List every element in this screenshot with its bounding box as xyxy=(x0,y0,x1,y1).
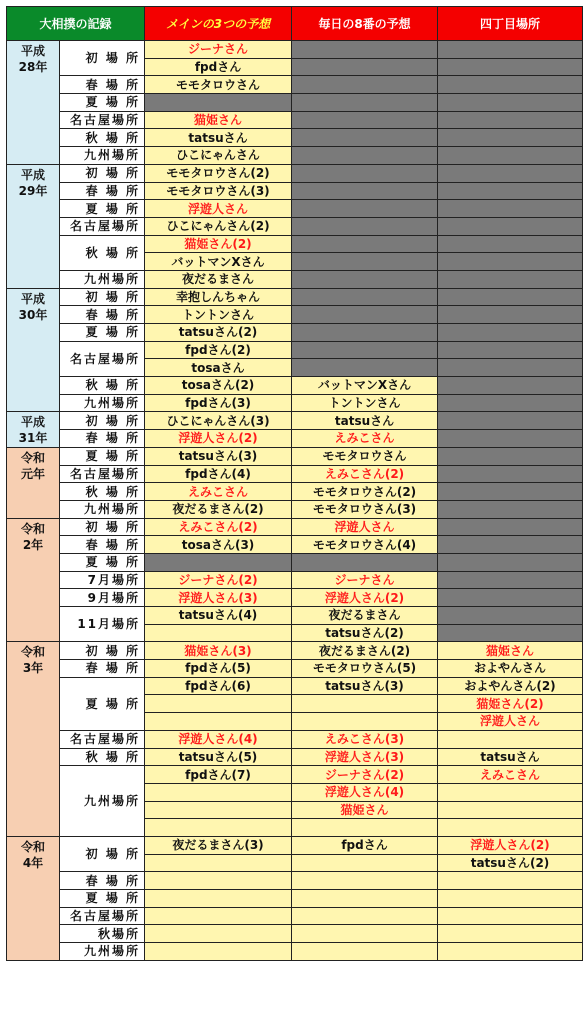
empty-gray-cell xyxy=(438,111,583,129)
venue-cell: 初 場 所 xyxy=(60,41,145,76)
empty-gray-cell xyxy=(438,465,583,483)
yonchome-cell: 浮遊人さん(2) xyxy=(438,836,583,854)
empty-gray-cell xyxy=(292,111,438,129)
table-row xyxy=(7,766,583,784)
daily-prediction-cell: 浮遊人さん xyxy=(292,518,438,536)
empty-gray-cell xyxy=(292,182,438,200)
venue-cell: 夏 場 所 xyxy=(60,94,145,112)
empty-gray-cell xyxy=(438,500,583,518)
table-row xyxy=(7,129,583,147)
daily-prediction-cell: tatsuさん xyxy=(292,412,438,430)
main-prediction-cell: ジーナさん(2) xyxy=(145,571,292,589)
main-prediction-cell: fpdさん(2) xyxy=(145,341,292,359)
venue-cell: 春 場 所 xyxy=(60,76,145,94)
era-name: 平成 xyxy=(20,44,45,58)
era-year: 28年 xyxy=(18,60,48,74)
main-prediction-cell: tatsuさん(4) xyxy=(145,607,292,625)
yonchome-cell xyxy=(438,801,583,819)
venue-cell: 9月場所 xyxy=(60,589,145,607)
main-prediction-cell: 浮遊人さん(4) xyxy=(145,730,292,748)
venue-cell: 春 場 所 xyxy=(60,430,145,448)
venue-cell: 春 場 所 xyxy=(60,182,145,200)
empty-gray-cell xyxy=(438,483,583,501)
table-row xyxy=(7,907,583,925)
daily-prediction-cell: モモタロウさん(2) xyxy=(292,483,438,501)
era-year: 30年 xyxy=(18,307,48,322)
yonchome-cell: およやんさん(2) xyxy=(438,677,583,695)
main-prediction-cell: tosaさん(2) xyxy=(145,377,292,395)
era-year: 2年 xyxy=(22,537,44,552)
empty-gray-cell xyxy=(438,447,583,465)
main-prediction-cell: tatsuさん(3) xyxy=(145,447,292,465)
empty-gray-cell xyxy=(438,377,583,395)
yonchome-cell xyxy=(438,943,583,961)
table-row xyxy=(7,111,583,129)
table-row xyxy=(7,412,583,430)
daily-prediction-cell: モモタロウさん xyxy=(292,447,438,465)
table-row xyxy=(7,324,583,342)
daily-prediction-cell xyxy=(292,872,438,890)
yonchome-cell xyxy=(438,872,583,890)
table-row xyxy=(7,164,583,182)
era-year: 4年 xyxy=(22,855,44,870)
era-name: 令和 xyxy=(20,450,45,465)
table-row xyxy=(7,288,583,306)
empty-gray-cell xyxy=(438,147,583,165)
venue-cell: 九州場所 xyxy=(60,394,145,412)
daily-prediction-cell xyxy=(292,819,438,837)
table-row xyxy=(7,589,583,607)
empty-gray-cell xyxy=(292,270,438,288)
main-prediction-cell xyxy=(145,713,292,731)
main-prediction-cell xyxy=(145,943,292,961)
empty-gray-cell xyxy=(438,359,583,377)
empty-gray-cell xyxy=(438,607,583,625)
yonchome-cell xyxy=(438,925,583,943)
venue-cell: 秋 場 所 xyxy=(60,483,145,501)
table-row xyxy=(7,836,583,854)
main-prediction-cell: モモタロウさん xyxy=(145,76,292,94)
table-row xyxy=(7,943,583,961)
main-prediction-cell: 夜だるまさん(2) xyxy=(145,500,292,518)
table-row xyxy=(7,270,583,288)
table-row xyxy=(7,872,583,890)
empty-gray-cell xyxy=(292,94,438,112)
main-prediction-cell: 夜だるまさん(3) xyxy=(145,836,292,854)
venue-cell: 九州場所 xyxy=(60,147,145,165)
empty-gray-cell xyxy=(292,288,438,306)
daily-prediction-cell xyxy=(292,713,438,731)
yonchome-cell: 浮遊人さん xyxy=(438,713,583,731)
table-row xyxy=(7,430,583,448)
main-prediction-cell: tosaさん(3) xyxy=(145,536,292,554)
main-prediction-cell xyxy=(145,783,292,801)
daily-prediction-cell xyxy=(292,890,438,908)
table-row xyxy=(7,200,583,218)
empty-gray-cell xyxy=(292,147,438,165)
table-row xyxy=(7,76,583,94)
era-name: 平成 xyxy=(20,167,45,182)
sumo-record-table xyxy=(6,6,583,961)
main-prediction-cell: 浮遊人さん xyxy=(145,200,292,218)
main-prediction-cell: 猫姫さん xyxy=(145,111,292,129)
main-prediction-cell: 猫姫さん(3) xyxy=(145,642,292,660)
era-cell xyxy=(7,288,60,412)
main-prediction-cell: tosaさん xyxy=(145,359,292,377)
main-prediction-cell: バットマンXさん xyxy=(145,253,292,271)
table-row xyxy=(7,660,583,678)
era-cell xyxy=(7,642,60,837)
daily-prediction-cell: ジーナさん(2) xyxy=(292,766,438,784)
main-prediction-cell: 猫姫さん(2) xyxy=(145,235,292,253)
main-prediction-cell: fpdさん(4) xyxy=(145,465,292,483)
empty-gray-cell xyxy=(438,270,583,288)
main-prediction-cell: fpdさん(7) xyxy=(145,766,292,784)
table-row xyxy=(7,677,583,695)
daily-prediction-cell xyxy=(292,695,438,713)
yonchome-cell: 猫姫さん(2) xyxy=(438,695,583,713)
venue-cell: 九州場所 xyxy=(60,270,145,288)
main-prediction-cell: tatsuさん xyxy=(145,129,292,147)
era-name: 令和 xyxy=(20,645,45,660)
venue-cell: 初 場 所 xyxy=(60,642,145,660)
table-row xyxy=(7,748,583,766)
venue-cell: 初 場 所 xyxy=(60,836,145,871)
daily-prediction-cell: fpdさん xyxy=(292,836,438,854)
empty-gray-cell xyxy=(438,253,583,271)
daily-prediction-cell: モモタロウさん(5) xyxy=(292,660,438,678)
table-row xyxy=(7,607,583,625)
era-cell xyxy=(7,836,60,960)
daily-prediction-cell xyxy=(292,907,438,925)
table-row xyxy=(7,341,583,359)
main-prediction-cell: ひこにゃんさん xyxy=(145,147,292,165)
table-row xyxy=(7,94,583,112)
venue-cell: 初 場 所 xyxy=(60,518,145,536)
empty-gray-cell xyxy=(292,76,438,94)
empty-gray-cell xyxy=(438,624,583,642)
empty-gray-cell xyxy=(438,288,583,306)
venue-cell: 九州場所 xyxy=(60,943,145,961)
table-row xyxy=(7,483,583,501)
table-row xyxy=(7,925,583,943)
table-row xyxy=(7,553,583,571)
venue-cell: 夏 場 所 xyxy=(60,324,145,342)
main-prediction-cell: 浮遊人さん(2) xyxy=(145,430,292,448)
daily-prediction-cell: 夜だるまさん(2) xyxy=(292,642,438,660)
venue-cell: 春 場 所 xyxy=(60,872,145,890)
main-prediction-cell: ジーナさん xyxy=(145,41,292,59)
table-row xyxy=(7,465,583,483)
venue-cell: 11月場所 xyxy=(60,607,145,642)
main-prediction-cell xyxy=(145,819,292,837)
main-prediction-cell: 夜だるまさん xyxy=(145,270,292,288)
venue-cell: 九州場所 xyxy=(60,500,145,518)
daily-prediction-cell: tatsuさん(3) xyxy=(292,677,438,695)
main-prediction-cell xyxy=(145,890,292,908)
main-prediction-cell: tatsuさん(5) xyxy=(145,748,292,766)
era-name: 平成 xyxy=(20,291,45,306)
main-prediction-cell xyxy=(145,907,292,925)
table-row xyxy=(7,571,583,589)
empty-gray-cell xyxy=(438,200,583,218)
venue-cell: 九州場所 xyxy=(60,766,145,837)
table-row xyxy=(7,447,583,465)
venue-cell: 初 場 所 xyxy=(60,164,145,182)
table-row xyxy=(7,41,583,59)
daily-prediction-cell: 浮遊人さん(3) xyxy=(292,748,438,766)
empty-gray-cell xyxy=(145,553,292,571)
main-prediction-cell: ひこにゃんさん(2) xyxy=(145,217,292,235)
empty-gray-cell xyxy=(292,217,438,235)
table-row xyxy=(7,235,583,253)
venue-cell: 夏 場 所 xyxy=(60,553,145,571)
empty-gray-cell xyxy=(438,394,583,412)
table-row xyxy=(7,730,583,748)
venue-cell: 名古屋場所 xyxy=(60,341,145,376)
era-name: 令和 xyxy=(20,521,45,536)
venue-cell: 夏 場 所 xyxy=(60,677,145,730)
empty-gray-cell xyxy=(438,217,583,235)
venue-cell: 秋場所 xyxy=(60,925,145,943)
empty-gray-cell xyxy=(292,164,438,182)
daily-prediction-cell: モモタロウさん(4) xyxy=(292,536,438,554)
daily-prediction-cell: えみこさん(2) xyxy=(292,465,438,483)
empty-gray-cell xyxy=(438,518,583,536)
main-prediction-cell: fpdさん(5) xyxy=(145,660,292,678)
table-row xyxy=(7,306,583,324)
empty-gray-cell xyxy=(292,129,438,147)
main-prediction-cell: トントンさん xyxy=(145,306,292,324)
main-prediction-cell xyxy=(145,695,292,713)
era-cell xyxy=(7,412,60,447)
main-prediction-cell: tatsuさん(2) xyxy=(145,324,292,342)
table-row xyxy=(7,182,583,200)
header-main-three: メインの3つの予想 xyxy=(145,7,292,41)
main-prediction-cell: モモタロウさん(2) xyxy=(145,164,292,182)
empty-gray-cell xyxy=(438,41,583,59)
empty-gray-cell xyxy=(292,58,438,76)
main-prediction-cell: fpdさん xyxy=(145,58,292,76)
daily-prediction-cell: 浮遊人さん(2) xyxy=(292,589,438,607)
table-row xyxy=(7,217,583,235)
empty-gray-cell xyxy=(292,306,438,324)
empty-gray-cell xyxy=(292,553,438,571)
daily-prediction-cell xyxy=(292,854,438,872)
era-year: 29年 xyxy=(18,183,48,198)
yonchome-cell xyxy=(438,907,583,925)
daily-prediction-cell: tatsuさん(2) xyxy=(292,624,438,642)
empty-gray-cell xyxy=(438,76,583,94)
yonchome-cell: およやんさん xyxy=(438,660,583,678)
venue-cell: 夏 場 所 xyxy=(60,890,145,908)
empty-gray-cell xyxy=(438,129,583,147)
empty-gray-cell xyxy=(438,553,583,571)
yonchome-cell xyxy=(438,783,583,801)
daily-prediction-cell: トントンさん xyxy=(292,394,438,412)
table-row xyxy=(7,147,583,165)
empty-gray-cell xyxy=(292,341,438,359)
daily-prediction-cell xyxy=(292,943,438,961)
main-prediction-cell xyxy=(145,925,292,943)
daily-prediction-cell: えみこさん xyxy=(292,430,438,448)
venue-cell: 名古屋場所 xyxy=(60,730,145,748)
table-row xyxy=(7,500,583,518)
table-row xyxy=(7,377,583,395)
table-row xyxy=(7,536,583,554)
era-cell xyxy=(7,41,60,165)
empty-gray-cell xyxy=(438,412,583,430)
venue-cell: 初 場 所 xyxy=(60,412,145,430)
empty-gray-cell xyxy=(438,182,583,200)
main-prediction-cell xyxy=(145,872,292,890)
era-year: 3年 xyxy=(22,661,44,676)
venue-cell: 春 場 所 xyxy=(60,306,145,324)
main-prediction-cell: えみこさん(2) xyxy=(145,518,292,536)
header-row xyxy=(7,7,583,41)
empty-gray-cell xyxy=(438,536,583,554)
empty-gray-cell xyxy=(438,324,583,342)
era-year: 元年 xyxy=(20,466,45,481)
daily-prediction-cell: モモタロウさん(3) xyxy=(292,500,438,518)
empty-gray-cell xyxy=(438,430,583,448)
empty-gray-cell xyxy=(292,235,438,253)
main-prediction-cell: 幸抱しんちゃん xyxy=(145,288,292,306)
empty-gray-cell xyxy=(438,235,583,253)
main-prediction-cell xyxy=(145,624,292,642)
yonchome-cell: えみこさん xyxy=(438,766,583,784)
table-row xyxy=(7,642,583,660)
header-daily-eight: 毎日の8番の予想 xyxy=(292,7,438,41)
venue-cell: 夏 場 所 xyxy=(60,200,145,218)
daily-prediction-cell: えみこさん(3) xyxy=(292,730,438,748)
main-prediction-cell: ひこにゃんさん(3) xyxy=(145,412,292,430)
daily-prediction-cell: ジーナさん xyxy=(292,571,438,589)
header-yonchome: 四丁目場所 xyxy=(438,7,583,41)
era-cell xyxy=(7,164,60,288)
empty-gray-cell xyxy=(292,41,438,59)
empty-gray-cell xyxy=(438,341,583,359)
empty-gray-cell xyxy=(438,58,583,76)
venue-cell: 名古屋場所 xyxy=(60,217,145,235)
venue-cell: 秋 場 所 xyxy=(60,748,145,766)
empty-gray-cell xyxy=(292,253,438,271)
daily-prediction-cell xyxy=(292,925,438,943)
empty-gray-cell xyxy=(438,571,583,589)
main-prediction-cell: モモタロウさん(3) xyxy=(145,182,292,200)
table-row xyxy=(7,890,583,908)
daily-prediction-cell: バットマンXさん xyxy=(292,377,438,395)
main-prediction-cell: fpdさん(6) xyxy=(145,677,292,695)
era-cell xyxy=(7,447,60,518)
era-cell xyxy=(7,518,60,642)
empty-gray-cell xyxy=(292,324,438,342)
daily-prediction-cell: 猫姫さん xyxy=(292,801,438,819)
yonchome-cell: tatsuさん xyxy=(438,748,583,766)
empty-gray-cell xyxy=(292,200,438,218)
empty-gray-cell xyxy=(438,94,583,112)
venue-cell: 春 場 所 xyxy=(60,536,145,554)
daily-prediction-cell: 浮遊人さん(4) xyxy=(292,783,438,801)
yonchome-cell xyxy=(438,819,583,837)
main-prediction-cell xyxy=(145,854,292,872)
venue-cell: 秋 場 所 xyxy=(60,235,145,270)
table-title: 大相撲の記録 xyxy=(7,7,145,41)
venue-cell: 名古屋場所 xyxy=(60,111,145,129)
yonchome-cell: tatsuさん(2) xyxy=(438,854,583,872)
yonchome-cell xyxy=(438,890,583,908)
table-row xyxy=(7,394,583,412)
main-prediction-cell: 浮遊人さん(3) xyxy=(145,589,292,607)
empty-gray-cell xyxy=(438,306,583,324)
venue-cell: 秋 場 所 xyxy=(60,377,145,395)
daily-prediction-cell: 夜だるまさん xyxy=(292,607,438,625)
yonchome-cell xyxy=(438,730,583,748)
venue-cell: 春 場 所 xyxy=(60,660,145,678)
venue-cell: 初 場 所 xyxy=(60,288,145,306)
empty-gray-cell xyxy=(438,589,583,607)
era-name: 平成 xyxy=(20,415,45,430)
empty-gray-cell xyxy=(438,164,583,182)
main-prediction-cell: fpdさん(3) xyxy=(145,394,292,412)
main-prediction-cell xyxy=(145,801,292,819)
era-year: 31年 xyxy=(18,431,48,446)
venue-cell: 夏 場 所 xyxy=(60,447,145,465)
empty-gray-cell xyxy=(292,359,438,377)
venue-cell: 秋 場 所 xyxy=(60,129,145,147)
empty-gray-cell xyxy=(145,94,292,112)
venue-cell: 名古屋場所 xyxy=(60,907,145,925)
main-prediction-cell: えみこさん xyxy=(145,483,292,501)
venue-cell: 7月場所 xyxy=(60,571,145,589)
era-name: 令和 xyxy=(20,839,45,854)
venue-cell: 名古屋場所 xyxy=(60,465,145,483)
table-row xyxy=(7,518,583,536)
yonchome-cell: 猫姫さん xyxy=(438,642,583,660)
